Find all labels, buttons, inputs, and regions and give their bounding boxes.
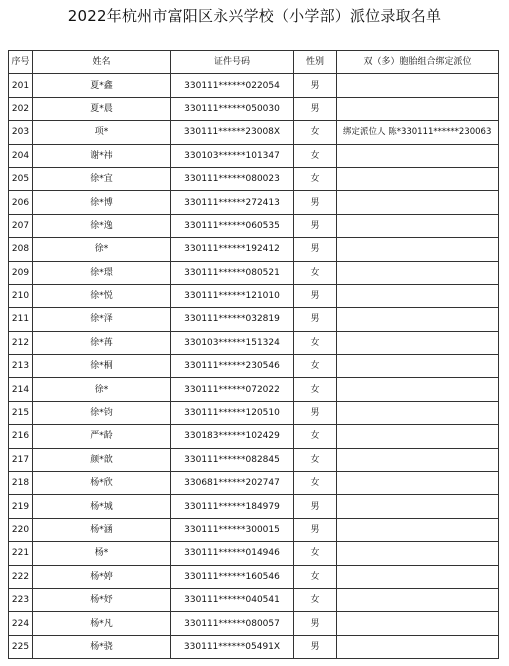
cell-name: 徐*泽 — [33, 308, 171, 331]
cell-sex: 女 — [294, 355, 337, 378]
cell-twin-binding — [337, 448, 499, 471]
header-no: 序号 — [9, 51, 33, 74]
cell-twin-binding — [337, 284, 499, 307]
table-row — [9, 518, 499, 541]
cell-name: 杨*妤 — [33, 588, 171, 611]
table-row — [9, 542, 499, 565]
table-row — [9, 214, 499, 237]
cell-id-number: 330111******184979 — [171, 495, 294, 518]
cell-name: 杨*城 — [33, 495, 171, 518]
cell-twin-binding — [337, 378, 499, 401]
cell-name: 徐*悦 — [33, 284, 171, 307]
cell-no: 213 — [9, 355, 33, 378]
cell-name: 杨*骁 — [33, 635, 171, 658]
cell-twin-binding — [337, 588, 499, 611]
cell-twin-binding — [337, 214, 499, 237]
cell-no: 206 — [9, 191, 33, 214]
cell-name: 杨*婷 — [33, 565, 171, 588]
cell-twin-binding — [337, 74, 499, 97]
cell-twin-binding — [337, 518, 499, 541]
cell-name: 严*龄 — [33, 425, 171, 448]
cell-name: 徐*桐 — [33, 355, 171, 378]
cell-no: 215 — [9, 401, 33, 424]
cell-no: 205 — [9, 167, 33, 190]
cell-sex: 女 — [294, 542, 337, 565]
cell-name: 徐* — [33, 238, 171, 261]
cell-sex: 女 — [294, 425, 337, 448]
cell-twin-binding — [337, 565, 499, 588]
cell-name: 项* — [33, 121, 171, 144]
cell-no: 201 — [9, 74, 33, 97]
cell-id-number: 330111******040541 — [171, 588, 294, 611]
cell-name: 杨*涵 — [33, 518, 171, 541]
table-row — [9, 588, 499, 611]
table-row — [9, 261, 499, 284]
cell-name: 夏*鑫 — [33, 74, 171, 97]
table-row — [9, 401, 499, 424]
cell-no: 219 — [9, 495, 33, 518]
cell-no: 221 — [9, 542, 33, 565]
cell-sex: 女 — [294, 144, 337, 167]
cell-id-number: 330111******121010 — [171, 284, 294, 307]
cell-no: 222 — [9, 565, 33, 588]
cell-sex: 女 — [294, 378, 337, 401]
cell-name: 谢*祎 — [33, 144, 171, 167]
cell-id-number: 330103******151324 — [171, 331, 294, 354]
header-name: 姓名 — [33, 51, 171, 74]
cell-twin-binding — [337, 401, 499, 424]
cell-id-number: 330111******080521 — [171, 261, 294, 284]
table-row — [9, 74, 499, 97]
cell-name: 杨*凡 — [33, 612, 171, 635]
cell-no: 204 — [9, 144, 33, 167]
cell-name: 徐*钧 — [33, 401, 171, 424]
cell-id-number: 330103******101347 — [171, 144, 294, 167]
table-row — [9, 238, 499, 261]
table-row — [9, 425, 499, 448]
cell-no: 212 — [9, 331, 33, 354]
cell-no: 209 — [9, 261, 33, 284]
cell-twin-binding — [337, 355, 499, 378]
cell-id-number: 330111******080057 — [171, 612, 294, 635]
header-sex: 性别 — [294, 51, 337, 74]
cell-twin-binding — [337, 635, 499, 658]
cell-no: 217 — [9, 448, 33, 471]
cell-sex: 男 — [294, 238, 337, 261]
cell-no: 202 — [9, 97, 33, 120]
cell-id-number: 330111******072022 — [171, 378, 294, 401]
cell-name: 夏*晨 — [33, 97, 171, 120]
cell-name: 徐*璟 — [33, 261, 171, 284]
cell-twin-binding — [337, 308, 499, 331]
cell-name: 徐*逸 — [33, 214, 171, 237]
cell-sex: 女 — [294, 588, 337, 611]
cell-twin-binding — [337, 425, 499, 448]
cell-id-number: 330111******192412 — [171, 238, 294, 261]
cell-id-number: 330111******05491X — [171, 635, 294, 658]
cell-sex: 男 — [294, 284, 337, 307]
cell-name: 颜*歆 — [33, 448, 171, 471]
cell-sex: 男 — [294, 518, 337, 541]
cell-id-number: 330111******160546 — [171, 565, 294, 588]
cell-no: 207 — [9, 214, 33, 237]
cell-id-number: 330111******272413 — [171, 191, 294, 214]
cell-no: 223 — [9, 588, 33, 611]
cell-no: 203 — [9, 121, 33, 144]
cell-name: 徐* — [33, 378, 171, 401]
cell-no: 211 — [9, 308, 33, 331]
cell-sex: 男 — [294, 191, 337, 214]
cell-id-number: 330183******102429 — [171, 425, 294, 448]
cell-twin-binding — [337, 495, 499, 518]
cell-no: 224 — [9, 612, 33, 635]
cell-twin-binding — [337, 331, 499, 354]
table-row — [9, 97, 499, 120]
table-row — [9, 144, 499, 167]
cell-sex: 男 — [294, 495, 337, 518]
cell-no: 208 — [9, 238, 33, 261]
table-row — [9, 331, 499, 354]
cell-sex: 女 — [294, 167, 337, 190]
cell-no: 220 — [9, 518, 33, 541]
enrollment-table — [8, 50, 499, 659]
cell-name: 徐*博 — [33, 191, 171, 214]
cell-sex: 女 — [294, 472, 337, 495]
cell-no: 210 — [9, 284, 33, 307]
cell-id-number: 330111******080023 — [171, 167, 294, 190]
cell-twin-binding — [337, 261, 499, 284]
cell-id-number: 330111******022054 — [171, 74, 294, 97]
table-header — [9, 51, 499, 74]
table-body — [9, 74, 499, 659]
table-row — [9, 191, 499, 214]
cell-twin-binding — [337, 238, 499, 261]
cell-no: 214 — [9, 378, 33, 401]
cell-id-number: 330111******23008X — [171, 121, 294, 144]
cell-no: 225 — [9, 635, 33, 658]
cell-sex: 女 — [294, 261, 337, 284]
cell-sex: 男 — [294, 308, 337, 331]
cell-twin-binding: 绑定派位人 陈*330111******230063 — [337, 121, 499, 144]
cell-sex: 女 — [294, 565, 337, 588]
cell-id-number: 330111******120510 — [171, 401, 294, 424]
cell-sex: 男 — [294, 214, 337, 237]
table-row — [9, 635, 499, 658]
table-row — [9, 472, 499, 495]
cell-id-number: 330111******050030 — [171, 97, 294, 120]
cell-sex: 男 — [294, 635, 337, 658]
table-row — [9, 448, 499, 471]
cell-twin-binding — [337, 167, 499, 190]
header-id: 证件号码 — [171, 51, 294, 74]
cell-no: 216 — [9, 425, 33, 448]
table-row — [9, 565, 499, 588]
cell-id-number: 330111******060535 — [171, 214, 294, 237]
page-title: 2022年杭州市富阳区永兴学校（小学部）派位录取名单 — [67, 7, 442, 25]
cell-twin-binding — [337, 191, 499, 214]
cell-sex: 男 — [294, 401, 337, 424]
table-row — [9, 612, 499, 635]
cell-name: 徐*宜 — [33, 167, 171, 190]
cell-sex: 男 — [294, 612, 337, 635]
table-row — [9, 495, 499, 518]
cell-id-number: 330111******032819 — [171, 308, 294, 331]
cell-twin-binding — [337, 612, 499, 635]
header-note: 双（多）胞胎组合绑定派位 — [337, 51, 499, 74]
cell-id-number: 330681******202747 — [171, 472, 294, 495]
cell-no: 218 — [9, 472, 33, 495]
table-row — [9, 121, 499, 144]
cell-name: 杨*欣 — [33, 472, 171, 495]
cell-name: 徐*苒 — [33, 331, 171, 354]
cell-sex: 男 — [294, 97, 337, 120]
cell-sex: 女 — [294, 448, 337, 471]
cell-twin-binding — [337, 144, 499, 167]
cell-id-number: 330111******082845 — [171, 448, 294, 471]
table-row — [9, 378, 499, 401]
table-row — [9, 284, 499, 307]
cell-id-number: 330111******230546 — [171, 355, 294, 378]
cell-id-number: 330111******014946 — [171, 542, 294, 565]
cell-twin-binding — [337, 542, 499, 565]
header-row — [9, 51, 499, 74]
table-row — [9, 167, 499, 190]
cell-twin-binding — [337, 472, 499, 495]
cell-name: 杨* — [33, 542, 171, 565]
cell-sex: 男 — [294, 74, 337, 97]
cell-twin-binding — [337, 97, 499, 120]
table-row — [9, 355, 499, 378]
cell-sex: 女 — [294, 331, 337, 354]
cell-id-number: 330111******300015 — [171, 518, 294, 541]
table-row — [9, 308, 499, 331]
cell-sex: 女 — [294, 121, 337, 144]
